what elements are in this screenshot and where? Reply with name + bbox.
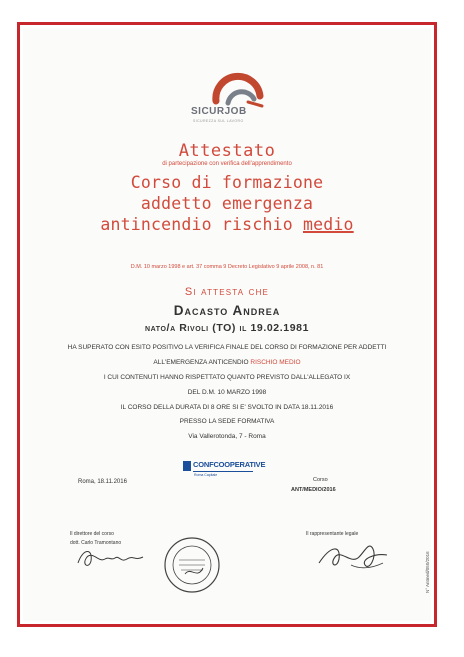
training-address: Via Vallerotonda, 7 - Roma xyxy=(188,433,266,440)
body-line-3: I CUI CONTENUTI HANNO RISPETTATO QUANTO PREVISTO DALL'ALLEGATO IX xyxy=(103,374,351,381)
course-risk-level: medio xyxy=(303,215,354,234)
body-line-1: HA SUPERATO CON ESITO POSITIVO LA VERIFICA FINALE DEL CORSO DI FORMAZIONE PER ADDETTI xyxy=(67,344,387,351)
director-name: dott. Carlo Tramontano xyxy=(70,540,122,546)
course-line-3 xyxy=(23,215,431,234)
course-line-1: Corso di formazione xyxy=(130,173,324,192)
representative-title: Il rappresentante legale xyxy=(306,531,359,537)
partner-logo-sub: Roma Capitale xyxy=(194,473,218,477)
decree-reference: D.M. 10 marzo 1998 e art. 37 comma 9 Decreto Legislativo 9 aprile 2008, n. 81 xyxy=(130,264,324,270)
training-stamp-icon xyxy=(163,536,221,594)
logo-name: SICURJOB xyxy=(191,106,247,117)
certificate-frame xyxy=(17,22,437,627)
place-date: Roma, 18.11.2016 xyxy=(78,479,127,485)
participant-name: Dacasto Andrea xyxy=(173,303,281,318)
director-title: Il direttore del corso xyxy=(70,531,114,537)
body-line-4: DEL D.M. 10 MARZO 1998 xyxy=(187,389,267,396)
course-line-3-prefix: antincendio rischio xyxy=(100,215,303,234)
body-line-6: PRESSO LA SEDE FORMATIVA xyxy=(179,418,275,425)
partner-logo-rule xyxy=(193,471,253,472)
attestation-heading: Si attesta che xyxy=(184,286,270,298)
document-number: N° Antmed/050/2016 xyxy=(425,551,430,593)
body-line-2 xyxy=(23,359,431,366)
participant-birth: nato/a Rivoli (TO) il 19.02.1981 xyxy=(144,322,310,334)
director-signature xyxy=(73,543,163,571)
body-risk-highlight: RISCHIO MEDIO xyxy=(250,359,301,366)
body-line-5: IL CORSO DELLA DURATA DI 8 ORE SI E' SVOLTO IN DATA 18.11.2016 xyxy=(120,404,334,411)
partner-logo-name: CONFCOOPERATIVE xyxy=(193,460,266,469)
representative-signature xyxy=(311,535,401,575)
logo-tagline: SICUREZZA SUL LAVORO xyxy=(193,119,244,123)
course-code-label: Corso xyxy=(313,477,328,483)
confcooperative-logo-icon xyxy=(183,461,191,471)
certificate-page xyxy=(23,28,431,621)
certificate-subtitle: di partecipazione con verifica dell'apprendimento xyxy=(162,161,292,167)
course-line-2: addetto emergenza xyxy=(140,194,314,213)
certificate-title: Attestato xyxy=(178,141,276,161)
course-code-value: ANT/MEDIO/2016 xyxy=(291,487,336,493)
body-line-2-prefix: ALL'EMERGENZA ANTICENDIO xyxy=(153,359,251,366)
